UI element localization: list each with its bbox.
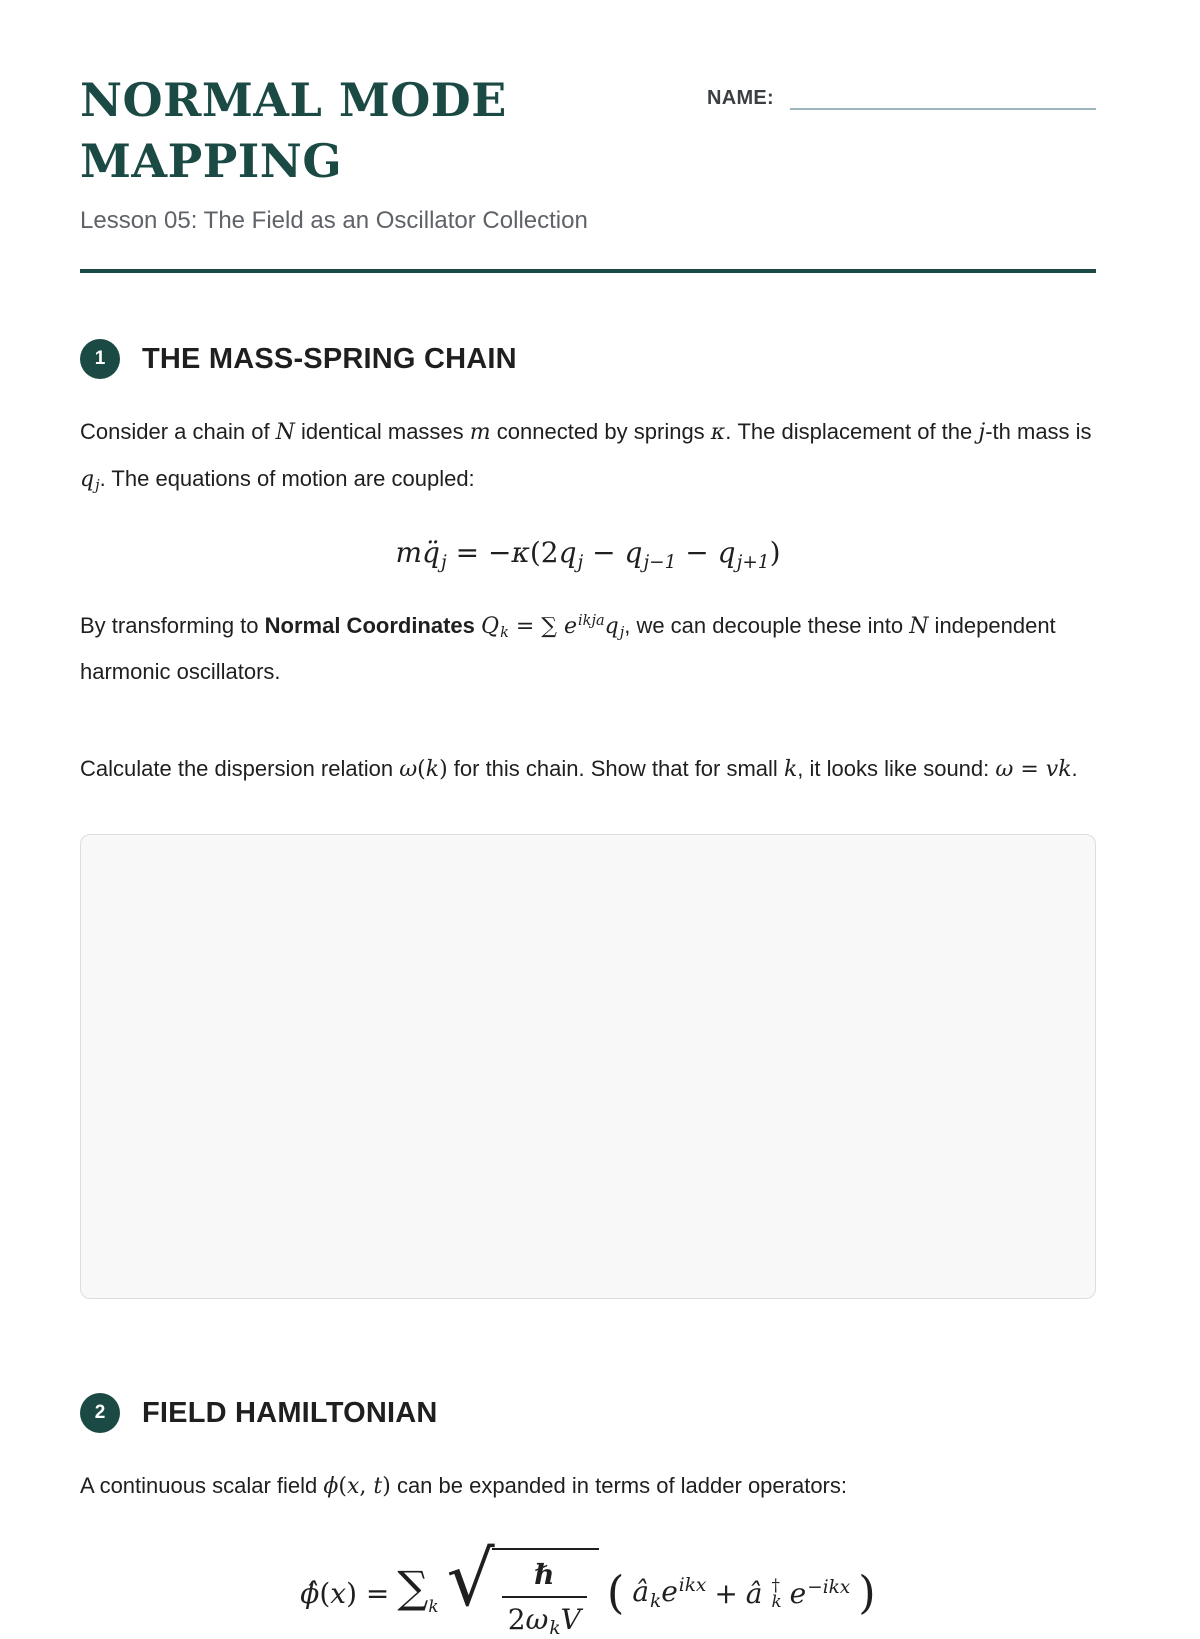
normal-coordinates-paragraph: By transforming to Normal Coordinates $Q_k$ = ∑ $e^{ikja}q_j$, we can decouple these into N independent harmonic oscillators. [80,603,1096,694]
dispersion-task-paragraph: Calculate the dispersion relation ω(k) for this chain. Show that for small k, it looks like sound: ω = vk. [80,746,1096,792]
exponential-term: $e^{-ikx}$ [790,1577,851,1610]
equations-of-motion-display: $mq̈_j = -\kappa(2q_j - q_{j-1} - q_{j+1})$ [80,536,1096,573]
equation-lhs: ϕ̂(x) = [300,1577,389,1610]
sum-symbol: $\sum_k$ [397,1571,438,1616]
header-divider [80,269,1096,273]
fraction-numerator: ℏ [528,1558,560,1596]
dagger-subscript-stack: † k [771,1577,781,1611]
page-title: NORMAL MODE MAPPING [80,70,600,191]
name-area [707,70,1096,110]
name-input-line[interactable] [790,84,1096,110]
section-1-intro-paragraph: Consider a chain of N identical masses m connected by springs κ. The displacement of the j-th mass is $q_j$. The equations of motion are coupled: [80,409,1096,501]
radicand [492,1548,599,1639]
creation-operator: â [746,1577,763,1610]
name-label: NAME: [707,87,790,110]
fraction [502,1558,587,1639]
section-2-heading [80,1393,1096,1433]
section-1-title: THE MASS-SPRING CHAIN [142,343,517,376]
square-root [447,1548,599,1639]
section-2-intro-paragraph: A continuous scalar field ϕ(x, t) can be expanded in terms of ladder operators: [80,1463,1096,1509]
section-2-title: FIELD HAMILTONIAN [142,1397,438,1430]
answer-box[interactable] [80,834,1096,1299]
radical-sign: √ [447,1548,495,1610]
plus-operator: + [714,1577,737,1610]
section-1-heading [80,339,1096,379]
header [80,70,1096,191]
lesson-subtitle: Lesson 05: The Field as an Oscillator Collection [80,207,1096,235]
fraction-denominator: $2\omega_kV$ [502,1596,587,1639]
annihilation-term: $â_ke^{ikx}$ [632,1575,706,1612]
section-1-badge: 1 [80,339,120,379]
field-expansion-equation: ϕ̂(x) = $\sum_k$ √ $\frac{\text{ℏ}}{2\omega_kV}$ ( $â_ke^{ikx}$ + â † k $e^{-ikx}$ ) [80,1548,1096,1639]
section-2-badge: 2 [80,1393,120,1433]
